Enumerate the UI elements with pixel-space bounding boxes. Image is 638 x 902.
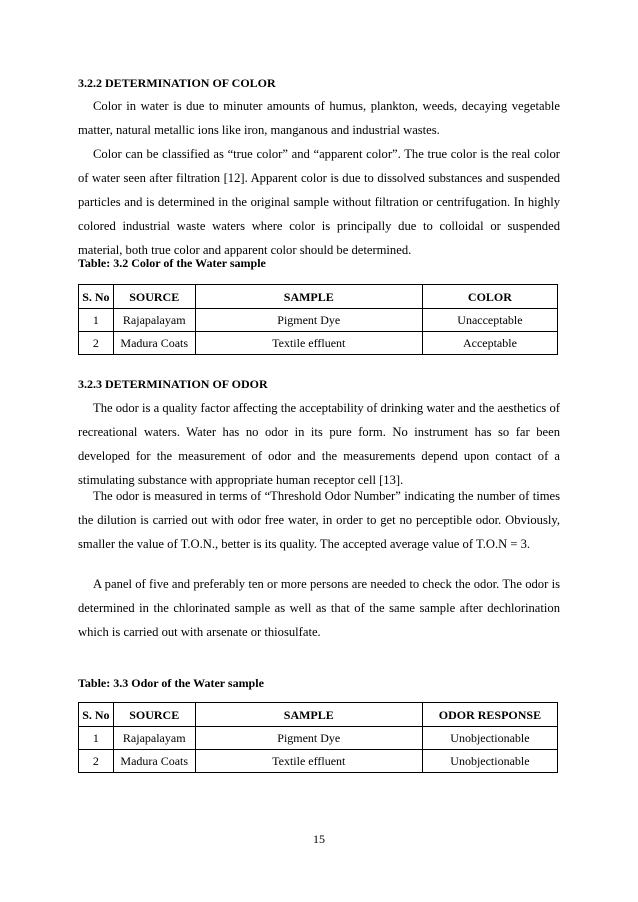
table-row <box>79 309 558 332</box>
table-caption-odor: Table: 3.3 Odor of the Water sample <box>78 676 264 690</box>
paragraph-text: A panel of five and preferably ten or more persons are needed to check the odor. The odor is determined in the chlorinated sample as well as that of the same sample after dechlorination which is carried out with arsenate or thiosulfate. <box>78 577 560 639</box>
paragraph-odor-panel <box>78 572 560 644</box>
page-number: 15 <box>313 832 325 846</box>
header-sample: SAMPLE <box>195 285 422 309</box>
cell-color: Acceptable <box>422 332 557 355</box>
header-sample: SAMPLE <box>195 703 422 727</box>
cell-sample: Pigment Dye <box>195 727 422 750</box>
table-header-row <box>79 285 558 309</box>
cell-odor-response: Unobjectionable <box>422 750 557 773</box>
paragraph-text: The odor is a quality factor affecting the acceptability of drinking water and the aesthetics of recreational waters. Water has no odor in its pure form. No instrument has so far been developed for the measurement of odor and the measurements depend upon contact of a stimulating substance with appropriate human receptor cell [13]. <box>78 401 560 487</box>
cell-source: Rajapalayam <box>113 309 195 332</box>
header-sno: S. No <box>79 703 114 727</box>
paragraph-text: The odor is measured in terms of “Threshold Odor Number” indicating the number of times the dilution is carried out with odor free water, in order to get no perceptible odor. Obviously, smaller the value of T.O.N., better is its quality. The accepted average value of T.O.N = 3. <box>78 489 560 551</box>
paragraph-text: Color can be classified as “true color” and “apparent color”. The true color is the real color of water seen after filtration [12]. Apparent color is due to dissolved substances and suspended particles and is determined in the original sample without filtration or centrifugation. In highly colored industrial waste waters where color is principally due to colloidal or suspended material, both true color and apparent color should be determined. <box>78 147 560 257</box>
header-source: SOURCE <box>113 285 195 309</box>
cell-sample: Pigment Dye <box>195 309 422 332</box>
table-row <box>79 727 558 750</box>
section-heading-color: 3.2.2 DETERMINATION OF COLOR <box>78 76 276 90</box>
table-caption-color: Table: 3.2 Color of the Water sample <box>78 256 266 270</box>
cell-sno: 2 <box>79 750 114 773</box>
cell-sno: 1 <box>79 309 114 332</box>
cell-sno: 1 <box>79 727 114 750</box>
cell-sno: 2 <box>79 332 114 355</box>
paragraph-text: Color in water is due to minuter amounts of humus, plankton, weeds, decaying vegetable matter, natural metallic ions like iron, manganous and industrial wastes. <box>78 99 560 137</box>
header-color: COLOR <box>422 285 557 309</box>
paragraph-odor-ton <box>78 484 560 556</box>
color-table <box>78 284 558 355</box>
table-row <box>79 750 558 773</box>
cell-source: Madura Coats <box>113 332 195 355</box>
cell-source: Rajapalayam <box>113 727 195 750</box>
cell-source: Madura Coats <box>113 750 195 773</box>
paragraph-color-types <box>78 142 560 262</box>
table-header-row <box>79 703 558 727</box>
paragraph-color-intro <box>78 94 560 142</box>
section-heading-odor: 3.2.3 DETERMINATION OF ODOR <box>78 377 268 391</box>
header-odor-response: ODOR RESPONSE <box>422 703 557 727</box>
header-source: SOURCE <box>113 703 195 727</box>
table-row <box>79 332 558 355</box>
odor-table <box>78 702 558 773</box>
cell-color: Unacceptable <box>422 309 557 332</box>
cell-sample: Textile effluent <box>195 750 422 773</box>
cell-sample: Textile effluent <box>195 332 422 355</box>
header-sno: S. No <box>79 285 114 309</box>
paragraph-odor-intro <box>78 396 560 492</box>
cell-odor-response: Unobjectionable <box>422 727 557 750</box>
